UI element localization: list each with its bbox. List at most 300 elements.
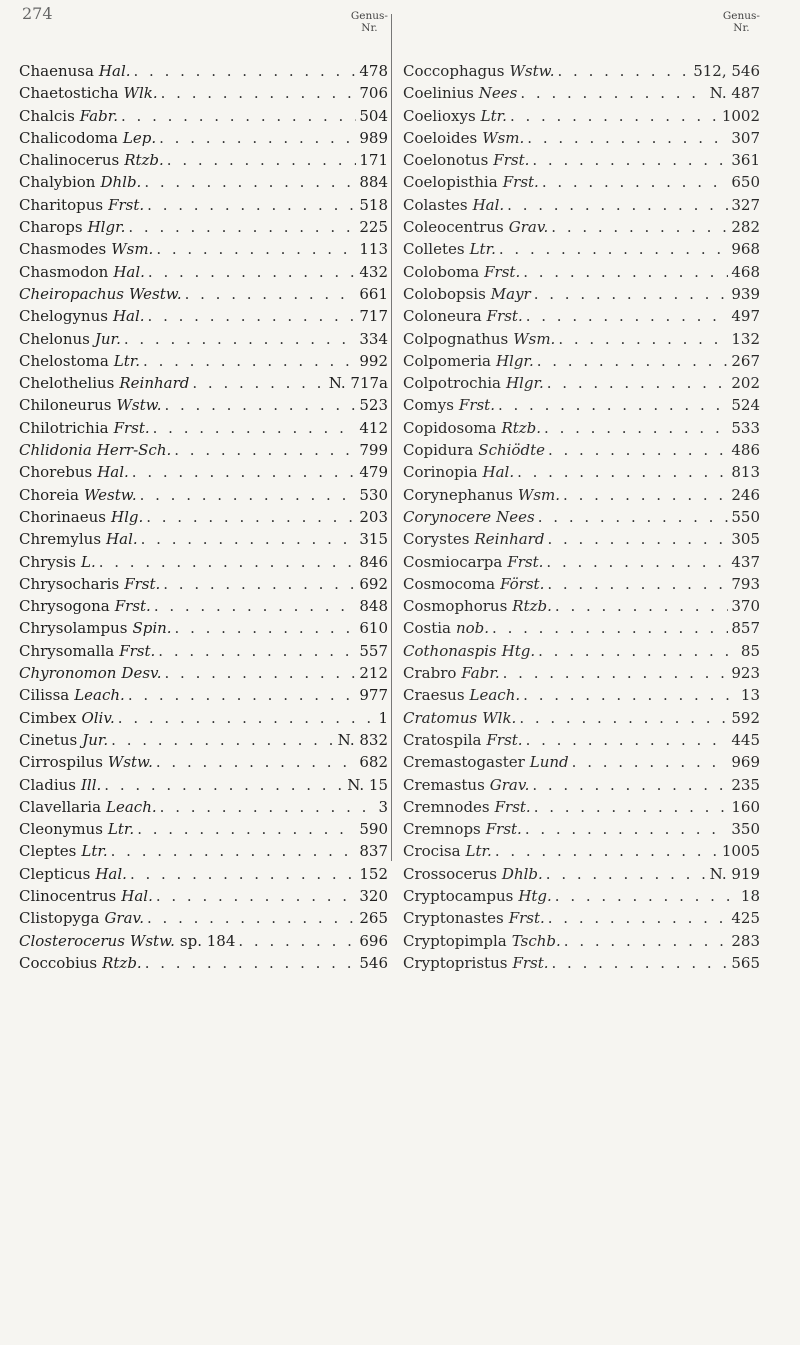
author-abbrev: Jur. [94,329,121,348]
index-entry [19,238,388,260]
index-entry [19,60,388,82]
leader-dots [145,952,357,974]
genus-number: 650 [731,173,760,192]
genus-name: Coccophagus [403,62,505,80]
author-abbrev: Frst. [507,552,544,571]
genus-name: Cilissa [19,686,70,705]
author-abbrev: Frst. [493,151,530,170]
genus-number: 13 [740,686,760,705]
leader-dots [527,127,728,149]
leader-dots [137,818,356,840]
genus-number: 565 [731,953,760,972]
genus-number: 327 [731,195,760,214]
genus-number: 610 [359,619,388,638]
leader-dots [517,461,728,483]
genus-name: Colletes [403,240,465,259]
leader-dots [163,573,356,595]
author-abbrev: Westw. [83,485,137,504]
genus-name: Coelonotus [403,151,489,170]
leader-dots [523,684,738,706]
genus-number: 1005 [721,842,760,861]
genus-name: Coelioxys [403,106,476,125]
leader-dots [164,394,356,416]
index-entry [19,105,388,127]
genus-number: N. 717a [328,374,388,393]
genus-number: 846 [359,552,388,571]
author-abbrev: Hal. [482,463,515,482]
index-entry [19,350,388,372]
index-entries [403,60,760,974]
genus-name: Charitopus [19,195,104,214]
index-entry [403,506,760,528]
genus-number: 1002 [721,106,760,125]
leader-dots [534,283,729,305]
genus-name: Cremastogaster [403,753,525,772]
index-entry [19,907,388,929]
genus-number: 706 [359,84,388,103]
leader-dots [495,840,719,862]
leader-dots [555,595,728,617]
genus-name: Clepticus [19,864,91,883]
genus-number: 497 [731,307,760,326]
index-entry [19,930,388,952]
author-abbrev: Ltr. [107,820,135,839]
leader-dots [147,194,356,216]
leader-dots [238,930,356,952]
index-entry [403,640,760,662]
index-entry [19,729,388,751]
genus-name: Chorebus [19,463,93,482]
column-header [19,10,388,60]
genus-number: 432 [359,262,388,281]
author-abbrev: Reinhard [474,530,545,549]
genus-name: Chremylus [19,530,102,549]
leader-dots [132,461,357,483]
author-abbrev: Frst. [486,307,523,326]
index-entry [19,127,388,149]
index-entry [403,528,760,550]
genus-name: Chalybion [19,173,96,192]
genus-name: Cremnops [403,820,481,839]
genus-number: 518 [359,195,388,214]
index-entry [403,930,760,952]
genus-number: 696 [359,931,388,950]
index-entry [403,840,760,862]
author-abbrev: Hal. [97,463,129,482]
genus-name: Craesus [403,686,465,705]
author-abbrev: Reinhard [119,374,190,393]
leader-dots [563,484,728,506]
leader-dots [99,551,357,573]
leader-dots [141,528,357,550]
author-abbrev: Hlg. [110,507,144,526]
genus-name: Cratospila [403,730,482,749]
genus-number: 533 [731,418,760,437]
genus-name: Chrysocharis [19,574,120,593]
index-entry [403,573,760,595]
leader-dots [130,863,356,885]
genus-number: 160 [731,797,760,816]
author-abbrev: Herr-Sch. [96,441,172,460]
column-divider [391,14,392,861]
author-abbrev: Hal. [472,195,505,214]
genus-number: 884 [359,173,388,192]
author-abbrev: Hal. [112,307,145,326]
genus-number: N. 919 [709,864,760,883]
leader-dots [548,907,729,929]
genus-number: 334 [359,329,388,348]
author-abbrev: Lep. [122,128,157,147]
genus-number: 305 [731,530,760,549]
author-abbrev: Leach. [106,797,157,816]
index-entry [19,417,388,439]
author-abbrev: Wstw. [116,396,162,415]
leader-dots [519,707,728,729]
author-abbrev: Frst. [494,797,531,816]
index-entry [403,417,760,439]
index-entry [19,751,388,773]
genus-number: 350 [731,820,760,839]
genus-name: Costia [403,619,451,638]
genus-number: 18 [740,886,760,905]
leader-dots [185,283,357,305]
genus-name: Cryptocampus [403,886,514,905]
genus-nr-header [723,10,760,34]
leader-dots [532,149,728,171]
genus-number: 479 [359,463,388,482]
genus-number: 486 [731,441,760,460]
genus-name: Coloneura [403,307,482,326]
author-abbrev: Ltr. [113,351,141,370]
index-entry [19,840,388,862]
genus-name: Chrysis [19,552,76,571]
author-abbrev: Wsm. [513,329,556,348]
genus-name: Chlidonia [19,441,92,460]
index-entry [403,238,760,260]
genus-name: Chiloneurus [19,396,112,415]
author-abbrev: Oliv. [81,708,115,727]
author-abbrev: Rtzb. [501,418,542,437]
index-entry [403,194,760,216]
index-entry [403,82,760,104]
author-abbrev: Frst. [485,820,522,839]
author-abbrev: Spin. [132,619,172,638]
genus-number: 923 [731,664,760,683]
index-entry [19,885,388,907]
index-entry [403,617,760,639]
index-entry [19,684,388,706]
genus-number: 468 [731,262,760,281]
author-abbrev: Dhlb. [100,173,142,192]
index-entry [19,662,388,684]
genus-number: 550 [731,507,760,526]
leader-dots [572,751,729,773]
genus-number: 282 [731,218,760,237]
author-abbrev: Grav. [489,775,530,794]
genus-name: Closterocerus [19,931,125,950]
genus-name: Chasmodon [19,262,109,281]
leader-dots [503,662,729,684]
leader-dots [118,707,376,729]
genus-name: Charops [19,218,83,237]
genus-nr-header [351,10,388,34]
index-entry [19,551,388,573]
genus-number: 478 [359,62,388,80]
genus-number: 412 [359,418,388,437]
leader-dots [159,127,356,149]
leader-dots [111,729,334,751]
genus-number: 235 [731,775,760,794]
index-entry [19,617,388,639]
genus-name: Copidosoma [403,418,497,437]
genus-name: Cheiropachus [19,284,124,303]
leader-dots [538,506,729,528]
index-entry [403,952,760,974]
index-entry [19,305,388,327]
index-entry [403,551,760,573]
genus-number: 557 [359,641,388,660]
genus-number: 592 [731,708,760,727]
index-entry [403,796,760,818]
author-abbrev: Frst. [484,262,521,281]
index-entry [403,684,760,706]
leader-dots [548,439,728,461]
genus-number: 361 [731,151,760,170]
leader-dots [520,82,706,104]
leader-dots [160,796,376,818]
author-abbrev: Schiödte [478,441,545,460]
genus-number: 203 [359,507,388,526]
leader-dots [542,171,729,193]
genus-name: Cremnodes [403,797,490,816]
index-entry [19,283,388,305]
leader-dots [146,506,356,528]
genus-number: 717 [359,307,388,326]
genus-number: N. 15 [347,775,388,794]
leader-dots [156,238,356,260]
leader-dots [121,105,356,127]
leader-dots [158,640,356,662]
leader-dots [104,774,344,796]
genus-name: Colpomeria [403,351,491,370]
entry-extra: sp. 184 [179,931,236,950]
genus-number: 682 [359,753,388,772]
genus-number: 425 [731,909,760,928]
author-abbrev: Hlgr. [495,351,534,370]
genus-number: 992 [359,351,388,370]
leader-dots [174,439,356,461]
genus-number: 171 [359,151,388,170]
genus-number: N. 487 [709,84,760,103]
leader-dots [526,305,729,327]
genus-number: 283 [731,931,760,950]
genus-number: 692 [359,574,388,593]
genus-number: 504 [359,106,388,125]
leader-dots [147,907,356,929]
leader-dots [523,261,728,283]
leader-dots [525,818,729,840]
genus-number: 132 [731,329,760,348]
genus-name: Cratomus [403,708,478,727]
author-abbrev: Wsm. [482,128,525,147]
author-abbrev: nob. [455,619,490,638]
leader-dots [555,885,738,907]
author-abbrev: Hal. [106,530,138,549]
genus-number: 530 [359,485,388,504]
leader-dots [156,751,356,773]
genus-name: Chaenusa [19,62,94,80]
genus-name: Coelopisthia [403,173,498,192]
leader-dots [558,328,728,350]
author-abbrev: Hal. [121,886,153,905]
author-abbrev: L. [80,552,96,571]
author-abbrev: Hal. [113,262,145,281]
genus-name: Chelostoma [19,351,109,370]
leader-dots [156,885,357,907]
leader-dots [547,573,728,595]
leader-dots [510,105,719,127]
author-abbrev: Wstw. [129,931,175,950]
header-line2: Nr. [361,22,378,34]
index-entry [19,863,388,885]
genus-name: Cosmophorus [403,597,508,616]
index-entry [19,707,388,729]
index-entry [19,372,388,394]
author-abbrev: Rtzb. [512,597,552,616]
genus-number: N. 832 [337,730,388,749]
author-abbrev: Hlgr. [505,374,544,393]
genus-name: Cryptonastes [403,909,504,928]
genus-name: Crocisa [403,842,461,861]
genus-number: 793 [731,574,760,593]
genus-name: Chyronomon [19,664,117,683]
genus-name: Chaetosticha [19,84,119,103]
genus-name: Colobopsis [403,284,486,303]
author-abbrev: Nees [496,507,535,526]
genus-number: 837 [359,842,388,861]
genus-number: 590 [359,820,388,839]
index-entry [19,394,388,416]
header-line2: Nr. [733,22,750,34]
genus-name: Cremastus [403,775,485,794]
author-abbrev: Htg. [501,641,536,660]
index-entry [19,461,388,483]
index-entry [403,127,760,149]
column-header [403,10,760,60]
genus-number: 857 [731,619,760,638]
genus-name: Cothonaspis [403,641,497,660]
index-entry [19,261,388,283]
genus-name: Clavellaria [19,797,102,816]
genus-number: 546 [359,953,388,972]
genus-name: Cleonymus [19,820,103,839]
leader-dots [161,82,357,104]
genus-name: Chelothelius [19,374,115,393]
genus-number: 212 [359,664,388,683]
genus-name: Coloboma [403,262,480,281]
index-entry [403,774,760,796]
leader-dots [537,350,729,372]
genus-number: 661 [359,284,388,303]
genus-name: Cryptopristus [403,953,508,972]
leader-dots [547,528,728,550]
header-line1: Genus- [722,10,760,22]
genus-number: 437 [731,552,760,571]
leader-dots [546,551,728,573]
author-abbrev: Hal. [98,62,131,80]
genus-name: Cosmiocarpa [403,552,503,571]
genus-number: 445 [731,730,760,749]
author-abbrev: Ltr. [465,842,492,861]
leader-dots [546,863,707,885]
index-entry [403,372,760,394]
genus-name: Colastes [403,195,468,214]
genus-name: Copidura [403,441,474,460]
author-abbrev: Ltr. [469,240,496,259]
genus-name: Choreia [19,485,79,504]
genus-name: Chorinaeus [19,507,106,526]
index-entry [19,506,388,528]
leader-dots [538,640,738,662]
index-entry [19,818,388,840]
author-abbrev: Wstw. [509,62,555,80]
genus-name: Coeloides [403,128,478,147]
leader-dots [165,662,357,684]
genus-name: Cosmocoma [403,574,496,593]
author-abbrev: Frst. [119,641,156,660]
genus-number: 85 [740,641,760,660]
author-abbrev: Dhlb. [501,864,543,883]
leader-dots [124,328,357,350]
index-entry [19,328,388,350]
author-abbrev: Frst. [508,909,545,928]
genus-name: Clinocentrus [19,886,117,905]
author-abbrev: Frst. [124,574,161,593]
index-entry [19,595,388,617]
author-abbrev: Frst. [486,730,523,749]
index-entry [19,796,388,818]
genus-name: Chalcis [19,106,75,125]
index-entry [19,171,388,193]
index-entry [403,261,760,283]
author-abbrev: Frst. [114,597,151,616]
author-abbrev: Frst. [113,418,150,437]
author-abbrev: Leach. [469,686,521,705]
leader-dots [154,595,357,617]
index-entry [403,461,760,483]
index-entry [19,484,388,506]
genus-name: Colpotrochia [403,374,501,393]
author-abbrev: Wlk. [482,708,517,727]
leader-dots [128,684,357,706]
genus-name: Clistopyga [19,909,100,928]
page-number: 274 [22,4,53,23]
author-abbrev: Ltr. [480,106,507,125]
leader-dots [564,930,729,952]
genus-number: 307 [731,128,760,147]
leader-dots [143,350,356,372]
genus-number: 3 [378,797,388,816]
author-abbrev: Westw. [128,284,182,303]
leader-dots [153,417,357,439]
author-abbrev: Desv. [121,664,162,683]
index-entry [19,82,388,104]
author-abbrev: Wsm. [517,485,561,504]
index-entry [403,328,760,350]
leader-dots [175,617,357,639]
genus-number: 989 [359,128,388,147]
leader-dots [534,796,729,818]
